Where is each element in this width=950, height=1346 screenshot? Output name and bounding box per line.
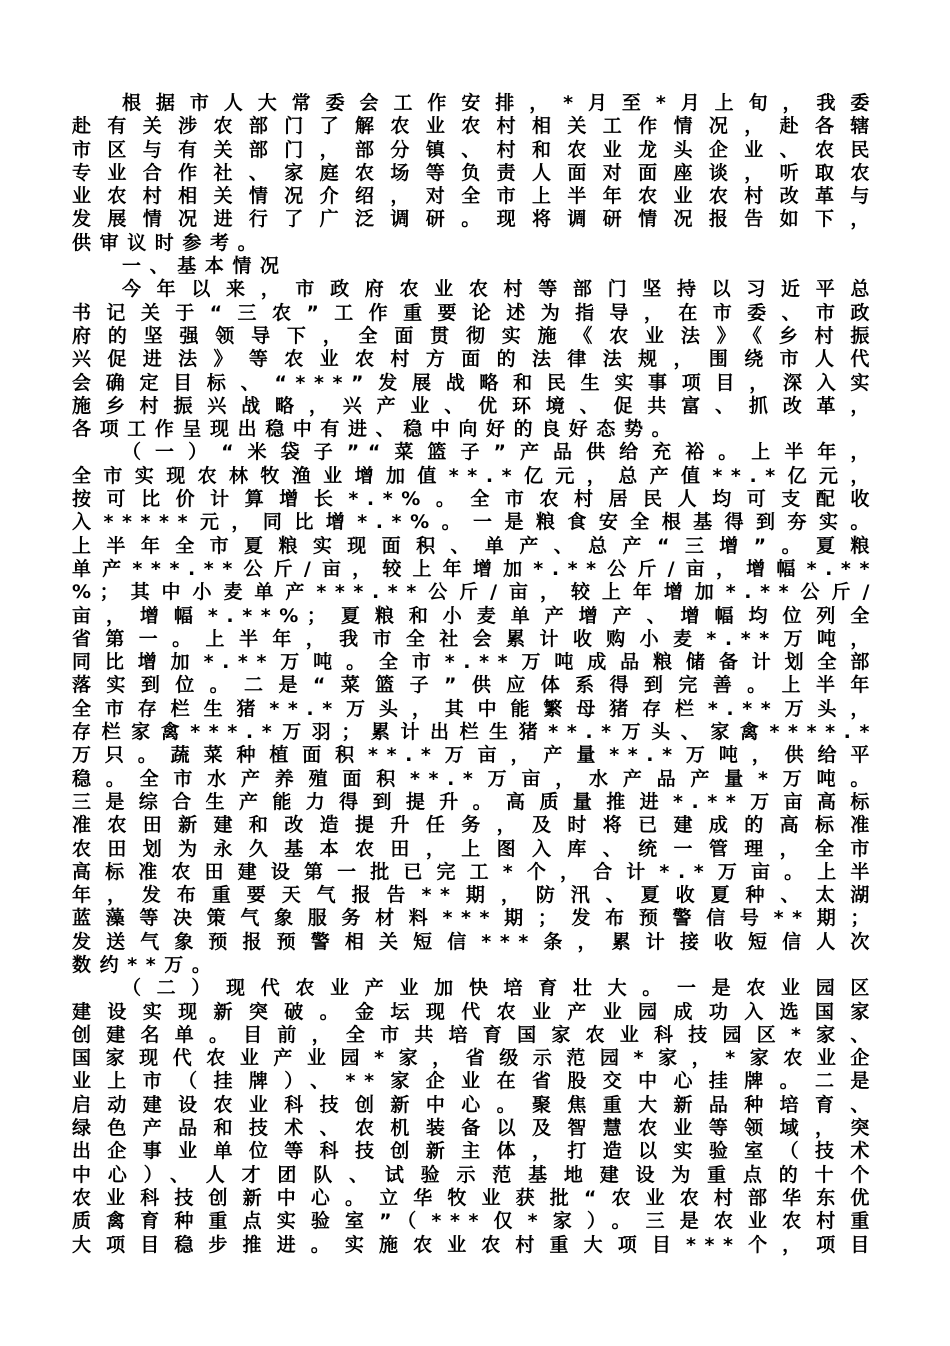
text-line: 高标准农田建设第一批已完工*个，合计*.*万亩。上半: [72, 860, 878, 883]
text-line: 今年以来，市政府农业农村等部门坚持以习近平总: [122, 278, 878, 301]
text-line: 府的坚强领导下，全面贯彻实施《农业法》《乡村振: [72, 324, 878, 347]
text-line: 全市实现农林牧渔业增加值**.*亿元，总产值**.*亿元，: [72, 464, 878, 487]
text-line: 上半年全市夏粮实现面积、单产、总产“三增”。夏粮: [72, 534, 878, 557]
text-line: （二）现代农业产业加快培育壮大。一是农业园区: [122, 977, 878, 1000]
text-line: 中心）、人才团队、试验示范基地建设为重点的十个: [72, 1163, 878, 1186]
text-line: 农田划为永久基本农田，上图入库、统一管理，全市: [72, 837, 878, 860]
text-line: 全市存栏生猪**.*万头，其中能繁母猪存栏*.**万头，: [72, 697, 878, 720]
text-line: 赴有关涉农部门了解农业农村相关工作情况，赴各辖: [72, 115, 878, 138]
text-line: 根据市人大常委会工作安排，*月至*月上旬，我委: [122, 92, 878, 114]
text-line: 数约**万。: [72, 953, 220, 976]
text-line: 发送气象预报预警相关短信***条，累计接收短信人次: [72, 930, 878, 953]
text-line: 一、基本情况: [122, 255, 288, 278]
text-line: 亩，增幅*.**%；夏粮和小麦单产增产、增幅均位列全: [72, 604, 878, 627]
text-line: 准农田新建和改造提升任务，及时将已建成的高标准: [72, 814, 878, 837]
text-line: 落实到位。二是“菜篮子”供应体系得到完善。上半年: [72, 674, 878, 697]
document-body: [72, 92, 878, 1257]
text-line: 入*****元，同比增*.*%。一是粮食安全根基得到夯实。: [72, 511, 878, 534]
text-line: 业农村相关情况介绍，对全市上半年农业农村改革与: [72, 185, 878, 208]
text-line: 业上市（挂牌）、**家企业在省股交中心挂牌。二是: [72, 1070, 878, 1093]
text-line: 出企事业单位等科技创新主体，打造以实验室（技术: [72, 1140, 878, 1163]
text-line: 建设实现新突破。金坛现代农业产业园成功入选国家: [72, 1000, 878, 1023]
text-line: 施乡村振兴战略，兴产业、优环境、促共富、抓改革，: [72, 394, 878, 417]
text-line: 会确定目标、“***”发展战略和民生实事项目，深入实: [72, 371, 878, 394]
text-line: 单产***.**公斤/亩，较上年增加*.**公斤/亩，增幅*.**: [72, 557, 878, 580]
text-line: 蓝藻等决策气象服务材料***期；发布预警信号**期；: [72, 907, 878, 930]
text-line: 启动建设农业科技创新中心。聚焦重大新品种培育、: [72, 1093, 878, 1116]
text-line: 三是综合生产能力得到提升。高质量推进*.**万亩高标: [72, 790, 878, 813]
text-line: 专业合作社、家庭农场等负责人面对面座谈，听取农: [72, 161, 878, 184]
text-line: （一）“米袋子”“菜篮子”产品供给充裕。上半年，: [122, 441, 878, 464]
text-line: 同比增加*.**万吨。全市*.**万吨成品粮储备计划全部: [72, 651, 878, 674]
text-line: 绿色产品和技术、农机装备以及智慧农业等领域，突: [72, 1117, 878, 1140]
text-line: 农业科技创新中心。立华牧业获批“农业农村部华东优: [72, 1186, 878, 1209]
text-line: 创建名单。目前，全市共培育国家农业科技园区*家、: [72, 1023, 878, 1046]
text-line: 兴促进法》等农业农村方面的法律法规，围绕市人代: [72, 348, 878, 371]
text-line: 质禽育种重点实验室”（***仅*家）。三是农业农村重: [72, 1210, 878, 1233]
text-line: 市区与有关部门，部分镇、村和农业龙头企业、农民: [72, 138, 878, 161]
text-line: 存栏家禽***.*万羽；累计出栏生猪**.*万头、家禽****.*: [72, 721, 878, 744]
text-line: 各项工作呈现出稳中有进、稳中向好的良好态势。: [72, 418, 680, 441]
text-line: 稳。全市水产养殖面积**.*万亩，水产品产量*万吨。: [72, 767, 878, 790]
text-line: 书记关于“三农”工作重要论述为指导，在市委、市政: [72, 301, 878, 324]
text-line: 省第一。上半年，我市全社会累计收购小麦*.**万吨，: [72, 627, 878, 650]
text-line: 国家现代农业产业园*家，省级示范园*家，*家农业企: [72, 1047, 878, 1070]
text-line: 万只。蔬菜种植面积**.*万亩，产量**.*万吨，供给平: [72, 744, 878, 767]
text-line: 年，发布重要天气报告**期，防汛、夏收夏种、太湖: [72, 884, 878, 907]
text-line: 按可比价计算增长*.*%。全市农村居民人均可支配收: [72, 488, 878, 511]
text-line: 大项目稳步推进。实施农业农村重大项目***个，项目: [72, 1233, 878, 1256]
text-line: 发展情况进行了广泛调研。现将调研情况报告如下，: [72, 208, 878, 231]
text-line: %；其中小麦单产***.**公斤/亩，较上年增加*.**公斤/: [72, 581, 878, 604]
text-line: 供审议时参考。: [72, 231, 266, 254]
